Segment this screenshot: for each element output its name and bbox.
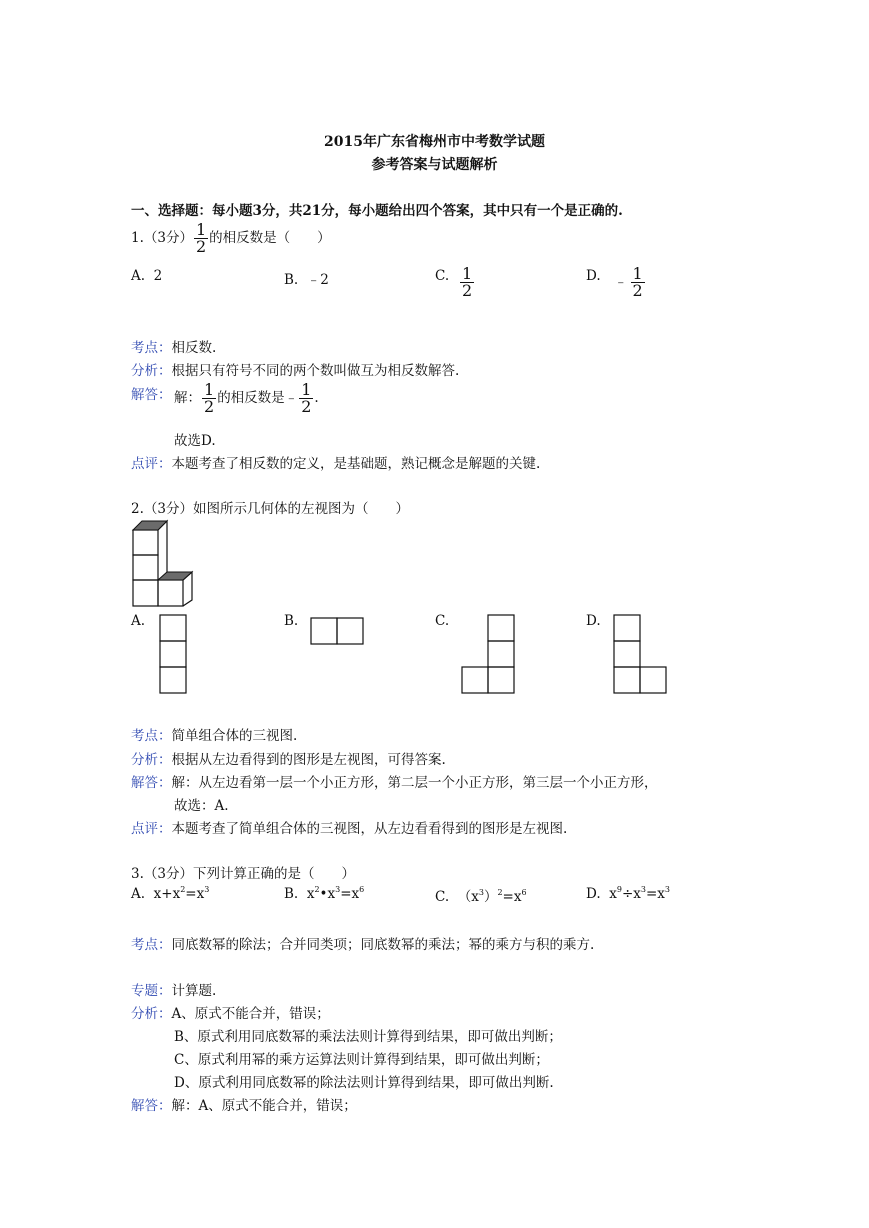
label-kaodian: 考点：	[131, 340, 172, 356]
q3-option-c	[435, 885, 527, 905]
q3-kaodian	[131, 933, 594, 953]
q3-zhuanti	[131, 979, 216, 999]
dianping-text: 本题考查了相反数的定义，是基础题，熟记概念是解题的关键.	[171, 456, 541, 472]
q1-frac-den: 2	[195, 237, 207, 256]
q2-stem: 2.（3分）如图所示几何体的左视图为（ ）	[131, 501, 409, 517]
option-c-exp-3: 6	[521, 888, 527, 897]
q2-option-c-label: C.	[435, 613, 450, 629]
option-a-part-2: =x	[185, 886, 205, 902]
q3-option-a	[131, 885, 209, 902]
label-kaodian: 考点：	[131, 728, 172, 744]
option-d-part: x	[609, 886, 617, 902]
jieda-frac-den: 2	[204, 397, 215, 416]
label-jieda: 解答：	[131, 1098, 172, 1114]
option-d-label: D.	[586, 886, 601, 902]
jieda-frac-num-2: 1	[301, 380, 312, 399]
option-c-den: 2	[462, 281, 473, 300]
q3-fenxi	[131, 1002, 330, 1022]
q2-option-a-label: A.	[131, 613, 146, 629]
jieda-text: 解：A、原式不能合并，错误；	[171, 1098, 357, 1114]
option-b-figure	[311, 618, 363, 644]
q3-fenxi-c: C、原式利用幂的乘方运算法则计算得到结果，即可做出判断；	[174, 1052, 549, 1068]
option-c-figure	[462, 615, 514, 693]
fenxi-a: A、原式不能合并，错误；	[171, 1006, 330, 1022]
option-b-label: B.	[284, 886, 299, 902]
option-a-label: A.	[131, 886, 146, 902]
q2-dianping	[131, 817, 567, 837]
page-title: 2015年广东省梅州市中考数学试题	[324, 134, 545, 150]
section-heading: 一、选择题：每小题3分，共21分，每小题给出四个答案，其中只有一个是正确的.	[131, 203, 623, 219]
option-d-figure	[614, 615, 666, 693]
q1-jieda-line2: 故选D.	[174, 433, 216, 449]
option-d-exp-2: 3	[640, 885, 646, 894]
option-b-part-2: •x	[319, 886, 336, 902]
option-c-part-2: ）	[483, 889, 498, 905]
option-b-value: ﹣2	[306, 272, 329, 288]
label-zhuanti: 专题：	[131, 983, 172, 999]
option-d-label: D.	[586, 268, 601, 284]
jieda-frac-den-2: 2	[301, 397, 312, 416]
option-c-part: （x	[457, 889, 479, 905]
q2-option-d-label: D.	[586, 613, 601, 629]
jieda-prefix: 解：	[174, 390, 201, 406]
option-b-label: B.	[284, 272, 299, 288]
label-dianping: 点评：	[131, 456, 172, 472]
option-b-exp-2: 3	[335, 885, 341, 894]
q3-option-b	[284, 885, 364, 902]
kaodian-text: 同底数幂的除法；合并同类项；同底数幂的乘法；幂的乘方与积的乘方.	[171, 937, 595, 953]
q3-stem: 3.（3分）下列计算正确的是（ ）	[131, 866, 355, 882]
option-a-value: 2	[153, 268, 163, 284]
option-d-sign: ﹣	[614, 274, 628, 290]
option-a-part: x+x	[153, 886, 181, 902]
label-dianping: 点评：	[131, 821, 172, 837]
page-subtitle: 参考答案与试题解析	[371, 157, 498, 173]
label-jieda: 解答：	[131, 775, 172, 791]
option-d-num: 1	[632, 264, 643, 283]
dianping-text: 本题考查了简单组合体的三视图，从左边看看得到的图形是左视图.	[171, 821, 568, 837]
option-d-exp-3: 3	[664, 885, 671, 894]
option-b-exp-3: 6	[359, 885, 365, 894]
jieda-text: 解：从左边看第一层一个小正方形，第二层一个小正方形，第三层一个小正方形，	[171, 775, 658, 791]
option-c-exp: 3	[478, 888, 484, 897]
option-b-part-3: =x	[340, 886, 360, 902]
q2-kaodian	[131, 724, 297, 744]
option-c-label: C.	[435, 889, 450, 905]
option-c-label: C.	[435, 268, 450, 284]
q1-suffix: 的相反数是（ ）	[209, 230, 331, 246]
jieda-frac-num: 1	[204, 380, 215, 399]
zhuanti-text: 计算题.	[171, 983, 217, 999]
label-fenxi: 分析：	[131, 1006, 172, 1022]
option-d-part-2: ÷x	[621, 886, 641, 902]
label-jieda: 解答：	[131, 387, 172, 403]
kaodian-text: 相反数.	[171, 340, 217, 356]
jieda-end: .	[314, 390, 319, 406]
option-a-exp: 2	[180, 885, 186, 894]
q3-fenxi-b: B、原式利用同底数幂的乘法法则计算得到结果，即可做出判断；	[174, 1029, 562, 1045]
fenxi-text: 根据只有符号不同的两个数叫做互为相反数解答.	[171, 363, 460, 379]
q3-jieda	[131, 1094, 357, 1114]
option-c-num: 1	[462, 264, 473, 283]
kaodian-text: 简单组合体的三视图.	[171, 728, 298, 744]
q1-frac-num: 1	[195, 220, 207, 239]
q2-jieda	[131, 771, 658, 791]
option-a-exp-2: 3	[204, 885, 210, 894]
label-fenxi: 分析：	[131, 363, 172, 379]
q3-option-d	[586, 885, 670, 902]
option-b-exp: 2	[314, 885, 320, 894]
q2-fenxi	[131, 748, 446, 768]
fenxi-text: 根据从左边看得到的图形是左视图，可得答案.	[171, 752, 446, 768]
option-d-exp: 9	[616, 885, 622, 894]
option-d-den: 2	[632, 281, 643, 300]
q2-jieda-line2: 故选：A.	[174, 798, 229, 814]
option-d-part-3: =x	[645, 886, 665, 902]
option-a-label: A.	[131, 268, 146, 284]
label-fenxi: 分析：	[131, 752, 172, 768]
option-b-part: x	[306, 886, 315, 902]
jieda-mid: 的相反数是﹣	[217, 390, 299, 406]
q1-prefix: 1.（3分）	[131, 230, 193, 246]
option-a-figure	[160, 615, 186, 693]
option-c-part-3: =x	[502, 889, 522, 905]
option-c-exp-2: 2	[497, 888, 503, 897]
q3-fenxi-d: D、原式利用同底数幂的除法法则计算得到结果，即可做出判断.	[174, 1075, 554, 1091]
q2-option-b-label: B.	[284, 613, 299, 629]
label-kaodian: 考点：	[131, 937, 172, 953]
